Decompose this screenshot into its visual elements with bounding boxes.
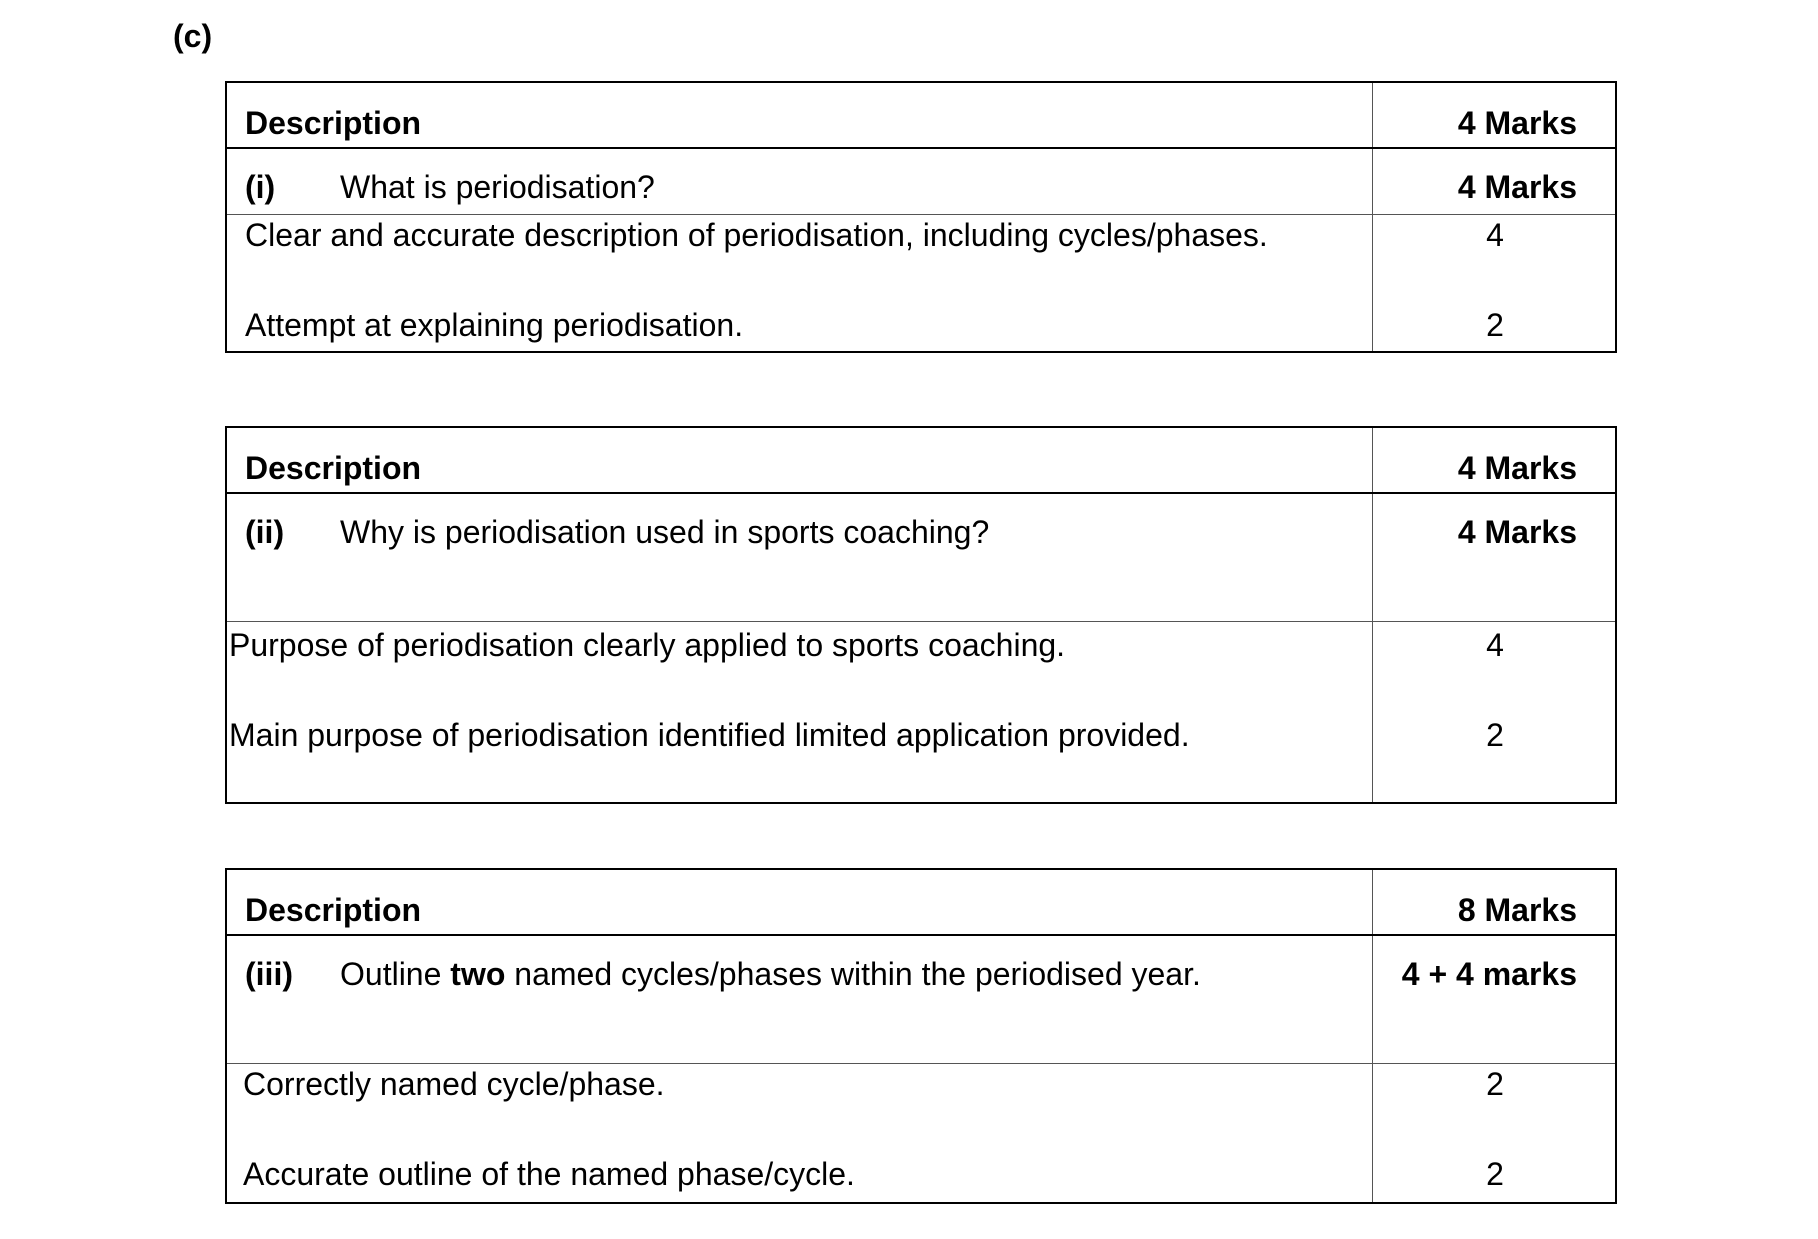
header-marks: 4 Marks [1457,450,1577,486]
criteria-block [227,622,1615,802]
criterion-marks: 2 [1486,307,1504,343]
table-header [227,428,1615,494]
criterion-marks: 4 [1486,627,1504,663]
section-label: (c) [173,18,213,54]
question-prompt-emphasis: two [450,956,506,992]
question-prompt: Why is periodisation used in sports coaching? [340,514,990,550]
question-marks: 4 + 4 marks [1401,956,1577,992]
criterion-marks: 4 [1486,217,1504,253]
criterion-text: Correctly named cycle/phase. [243,1066,665,1102]
question-marks: 4 Marks [1457,169,1577,205]
criterion-text: Main purpose of periodisation identified limited application provided. [229,717,1190,753]
criteria-block [227,215,1615,351]
criteria-block [227,1064,1615,1202]
question-row [227,936,1615,1064]
criterion-marks: 2 [1486,717,1504,753]
criterion-text: Clear and accurate description of periodisation, including cycles/phases. [245,217,1268,253]
marking-table-3 [225,868,1617,1204]
header-description: Description [245,450,422,486]
header-marks: 4 Marks [1457,105,1577,141]
question-row [227,149,1615,215]
question-number: (i) [245,169,276,205]
criterion-text: Purpose of periodisation clearly applied to sports coaching. [229,627,1066,663]
question-text [245,169,655,206]
marking-table-2 [225,426,1617,804]
criterion-marks: 2 [1486,1066,1504,1102]
question-text [245,514,989,551]
table-header [227,83,1615,149]
question-prompt-start: Outline [340,956,451,992]
criterion-marks: 2 [1486,1156,1504,1192]
header-description: Description [245,892,422,928]
question-number: (iii) [245,956,293,992]
question-prompt-end: named cycles/phases within the periodised year. [505,956,1201,992]
question-number: (ii) [245,514,285,550]
header-marks: 8 Marks [1457,892,1577,928]
criterion-text: Accurate outline of the named phase/cycle. [243,1156,855,1192]
header-description: Description [245,105,422,141]
question-text [245,956,1201,993]
criterion-text: Attempt at explaining periodisation. [245,307,744,343]
table-header [227,870,1615,936]
question-prompt: What is periodisation? [340,169,655,205]
question-marks: 4 Marks [1457,514,1577,550]
marking-table-1 [225,81,1617,353]
question-row [227,494,1615,622]
